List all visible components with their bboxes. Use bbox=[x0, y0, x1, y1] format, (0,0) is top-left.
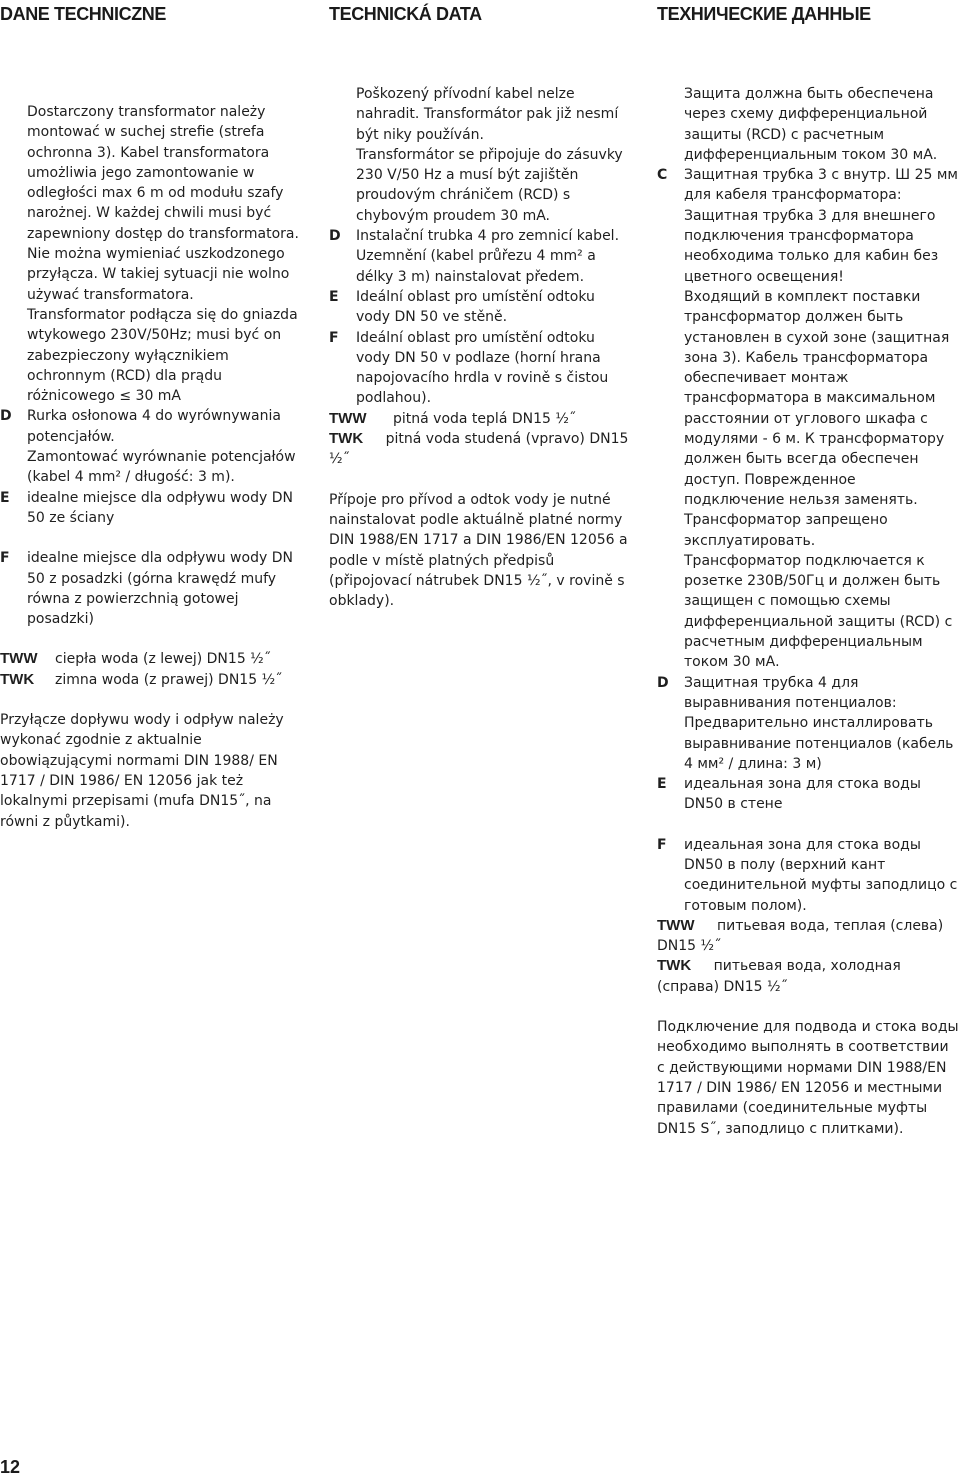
spacer bbox=[0, 629, 303, 649]
page-number: 12 bbox=[0, 1457, 21, 1477]
ru-item-tww-text: питьевая вода, теплая (слева) DN15 ½˝ bbox=[657, 917, 944, 955]
ru-item-d bbox=[657, 673, 960, 714]
cz-item-twk-label: TWK bbox=[329, 430, 364, 448]
heading-czech: TECHNICKÁ DATA bbox=[329, 4, 482, 24]
pl-item-e-text: idealne miejsce dla odpływu wody DN 50 ze ściany bbox=[27, 489, 293, 526]
ru-item-e-text: идеальная зона для стока воды DN50 в стене bbox=[684, 776, 921, 813]
cz-item-e-text: Ideální oblast pro umístění odtoku vody DN 50 ve stěně. bbox=[356, 288, 595, 326]
ru-item-e-label: E bbox=[657, 776, 667, 793]
cz-item-tww-text: pitná voda teplá DN15 ½˝ bbox=[393, 410, 576, 427]
cz-item-d-text: Instalační trubka 4 pro zemnicí kabel. bbox=[356, 228, 620, 245]
cz-transformer-text: Transformátor se připojuje do zásuvky 230 V/50 Hz a musí být zajištěn proudovým chráničem (RCD) s chybovým proudem 30 mA. bbox=[356, 146, 623, 224]
pl-item-tww-label: TWW bbox=[0, 650, 38, 668]
ru-item-f bbox=[657, 835, 960, 916]
cz-item-e bbox=[329, 287, 632, 328]
ru-item-twk-label: TWK bbox=[657, 957, 692, 975]
pl-item-twk-text: zimna woda (z prawej) DN15 ½˝ bbox=[55, 671, 283, 688]
ru-item-tww bbox=[657, 916, 960, 957]
pl-item-d-text: Rurka osłonowa 4 do wyrównywania potencjałów. bbox=[27, 408, 281, 445]
ru-outro: Подключение для подвода и стока воды необходимо выполнять в соответствии с действующими нормами DIN 1988/EN 1717 / DIN 1986/ EN 12056 и местными правилами (соединительные муфты DN15 S˝, заподлицо с плитками). bbox=[657, 1019, 959, 1137]
cz-item-tww-label: TWW bbox=[329, 409, 367, 427]
pl-item-twk bbox=[0, 670, 303, 690]
spacer bbox=[0, 690, 303, 710]
pl-outro: Przyłącze dopływu wody i odpływ należy wykonać zgodnie z aktualnie obowiązującymi normami DIN 1988/ EN 1717 / DIN 1986/ EN 12056 jak też lokalnymi przepisami (mufa DN15˝, na równi z půytkami). bbox=[0, 712, 284, 830]
ru-item-c bbox=[657, 165, 960, 206]
ru-item-c-note: Защитная трубка 3 для внешнего подключения трансформатора необходима только для кабин без цветного освещения! bbox=[684, 207, 939, 285]
ru-item-d-note: Предварительно инсталлировать выравнивание потенциалов (кабель 4 мм² / длина: 3 м) bbox=[684, 715, 954, 772]
column-polish bbox=[0, 102, 303, 832]
spacer bbox=[0, 528, 303, 548]
pl-item-f-text: idealne miejsce dla odpływu wody DN 50 z posadzki (górna krawędź mufy równa z powierzchnią gotowej posadzki) bbox=[27, 550, 293, 628]
spacer bbox=[657, 997, 960, 1017]
pl-item-d bbox=[0, 406, 303, 447]
ru-transformer-text-1: Входящий в комплект поставки трансформатор должен быть установлен в сухой зоне (защитная зона 3). Кабель трансформатора обеспечивает монтаж трансформатора в максимальном расстоянии от углового шкафа с модулями - 6 м. К трансформатору должен быть всегда обеспечен доступ. Поврежденное подключение нельзя заменять. Трансформатор запрещено эксплуатировать. bbox=[684, 288, 950, 549]
ru-item-c-text: Защитная трубка 3 с внутр. Ш 25 мм для кабеля трансформатора: bbox=[684, 167, 958, 204]
ru-item-tww-label: TWW bbox=[657, 916, 695, 934]
pl-item-e-label: E bbox=[0, 489, 10, 506]
pl-transformer-text: Transformator podłącza się do gniazda wtykowego 230V/50Hz; musi być on zabezpieczony wyłącznikiem ochronnym (RCD) dla prądu różnicowego ≤ 30 mA bbox=[27, 306, 298, 405]
ru-item-twk bbox=[657, 956, 960, 997]
pl-item-d-label: D bbox=[0, 408, 12, 425]
cz-item-d bbox=[329, 226, 632, 246]
ru-intro: Защита должна быть обеспечена через схему дифференциальной защиты (RCD) с расчетным дифференциальным током 30 мА. bbox=[684, 86, 938, 163]
pl-item-e bbox=[0, 488, 303, 529]
pl-item-f bbox=[0, 548, 303, 629]
ru-item-twk-text: питьевая вода, холодная (справа) DN15 ½˝ bbox=[657, 958, 901, 995]
spacer bbox=[329, 470, 632, 490]
cz-item-e-label: E bbox=[329, 288, 339, 305]
ru-item-f-label: F bbox=[657, 836, 667, 853]
pl-item-tww bbox=[0, 649, 303, 669]
heading-russian: ТЕХНИЧЕСКИЕ ДАННЫЕ bbox=[657, 4, 871, 24]
cz-intro: Poškozený přívodní kabel nelze nahradit. Transformátor pak již nesmí být niky používán. bbox=[356, 86, 619, 143]
cz-item-twk-text: pitná voda studená (vpravo) DN15 ½˝ bbox=[329, 431, 629, 468]
ru-item-d-text: Защитная трубка 4 для выравнивания потенциалов: bbox=[684, 674, 897, 711]
pl-intro: Dostarczony transformator należy montować w suchej strefie (strefa ochronna 3). Kabel transformatora umożliwia jego zamontowanie w odległości max 6 m od modułu szafy narożnej. W każdej chwili musi być zapewniony dostęp do transformatora. Nie można wymieniać uszkodzonego przyłącza. W takiej sytuacji nie wolno używać transformatora. bbox=[27, 104, 299, 303]
ru-item-f-text: идеальная зона для стока воды DN50 в полу (верхний кант соединительной муфты заподлицо с готовым полом). bbox=[684, 836, 958, 914]
ru-item-e bbox=[657, 774, 960, 815]
cz-item-twk bbox=[329, 429, 632, 470]
pl-item-tww-text: ciepła woda (z lewej) DN15 ½˝ bbox=[55, 651, 271, 668]
spacer bbox=[657, 815, 960, 835]
cz-outro: Přípoje pro přívod a odtok vody je nutné nainstalovat podle aktuálně platné normy DIN 1988/EN 1717 a DIN 1986/EN 12056 a podle v místě platných předpisů (připojovací nátrubek DN15 ½˝, v rovině s obklady). bbox=[329, 491, 628, 610]
heading-polish: DANE TECHNICZNE bbox=[0, 4, 167, 24]
cz-item-tww bbox=[329, 409, 632, 429]
cz-item-f-text: Ideální oblast pro umístění odtoku vody DN 50 v podlaze (horní hrana napojovacího hrdla v rovině s čistou podlahou). bbox=[356, 329, 609, 407]
cz-item-f bbox=[329, 328, 632, 409]
cz-item-d-note: Uzemnění (kabel průřezu 4 mm² a délky 3 m) nainstalovat předem. bbox=[356, 248, 596, 285]
cz-item-d-label: D bbox=[329, 228, 341, 245]
pl-item-twk-label: TWK bbox=[0, 670, 35, 688]
ru-item-d-label: D bbox=[657, 674, 669, 691]
column-czech bbox=[329, 84, 632, 611]
pl-item-d-note: Zamontować wyrównanie potencjałów (kabel 4 mm² / długość: 3 m). bbox=[27, 449, 296, 486]
column-russian bbox=[657, 84, 960, 1139]
ru-transformer-text-2: Трансформатор подключается к розетке 230В/50Гц и должен быть защищен с помощью схемы дифференциальной защиты (RCD) с расчетным дифференциальным током 30 мА. bbox=[684, 552, 953, 671]
ru-item-c-label: C bbox=[657, 167, 668, 184]
pl-item-f-label: F bbox=[0, 550, 10, 567]
cz-item-f-label: F bbox=[329, 329, 339, 346]
